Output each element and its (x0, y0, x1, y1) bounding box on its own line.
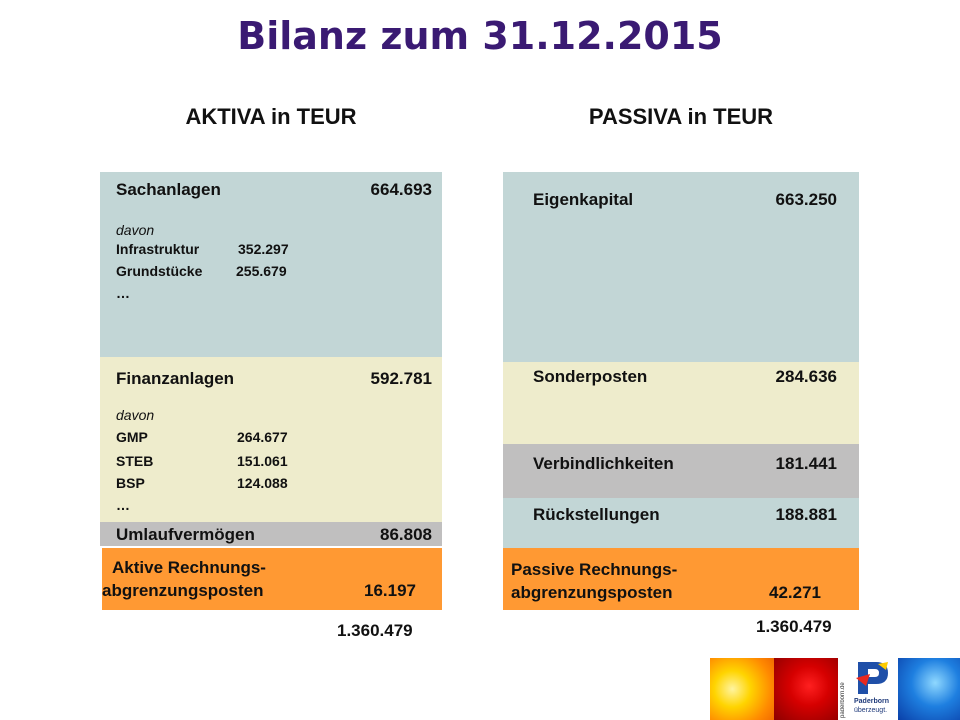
finanzanlagen-more: … (116, 497, 130, 513)
umlaufvermoegen-value: 86.808 (380, 525, 432, 544)
passive-rap-block (503, 548, 859, 610)
sonderposten-value: 284.636 (775, 367, 837, 386)
umlaufvermoegen-block (100, 522, 442, 546)
sonderposten-label: Sonderposten (533, 367, 648, 386)
eigenkapital-label: Eigenkapital (533, 190, 634, 209)
grundstuecke-value: 255.679 (236, 263, 287, 279)
aktive-rap-line2: abgrenzungsposten (102, 581, 264, 600)
gmp-label: GMP (116, 429, 148, 445)
logo-line1: Paderborn (854, 698, 890, 705)
rueckstellungen-label: Rückstellungen (533, 505, 660, 524)
passive-rap-line2: abgrenzungsposten (511, 583, 673, 602)
aktiva-heading: AKTIVA in TEUR (185, 104, 357, 129)
infrastruktur-value: 352.297 (238, 241, 289, 257)
sachanlagen-value: 664.693 (370, 180, 432, 199)
passiva-heading: PASSIVA in TEUR (588, 104, 774, 129)
logo-strip-yellow (710, 658, 774, 720)
bsp-value: 124.088 (237, 475, 288, 491)
verbindlichkeiten-block (503, 444, 859, 498)
rueckstellungen-block (503, 498, 859, 548)
aktiva-total: 1.360.479 (337, 621, 413, 640)
infrastruktur-label: Infrastruktur (116, 241, 200, 257)
finanzanlagen-davon: davon (116, 407, 155, 423)
aktive-rap-block (102, 548, 442, 610)
sachanlagen-davon: davon (116, 222, 155, 238)
finanzanlagen-value: 592.781 (370, 369, 432, 388)
aktive-rap-line1: Aktive Rechnungs- (112, 558, 266, 577)
sachanlagen-label: Sachanlagen (116, 180, 221, 199)
sachanlagen-block (100, 172, 442, 357)
passive-rap-line1: Passive Rechnungs- (511, 560, 678, 579)
verbindlichkeiten-label: Verbindlichkeiten (533, 454, 674, 473)
paderborn-p-icon (854, 660, 894, 696)
logo-line2: überzeugt. (854, 707, 888, 714)
eigenkapital-value: 663.250 (775, 190, 837, 209)
rueckstellungen-value: 188.881 (775, 505, 837, 524)
passiva-total: 1.360.479 (756, 617, 832, 636)
umlaufvermoegen-label: Umlaufvermögen (116, 525, 255, 544)
finanzanlagen-label: Finanzanlagen (116, 369, 235, 388)
logo-strip-red (774, 658, 838, 720)
eigenkapital-block (503, 172, 859, 362)
finanzanlagen-block (100, 357, 442, 522)
steb-label: STEB (116, 453, 154, 469)
passive-rap-value: 42.271 (769, 583, 821, 602)
sachanlagen-more: … (116, 285, 130, 301)
page-title: Bilanz zum 31.12.2015 (237, 14, 723, 58)
paderborn-logo (838, 658, 898, 720)
logo-vertical-text: paderborn.de (840, 682, 846, 718)
sonderposten-block (503, 362, 859, 444)
gmp-value: 264.677 (237, 429, 288, 445)
grundstuecke-label: Grundstücke (116, 263, 203, 279)
bsp-label: BSP (116, 475, 145, 491)
verbindlichkeiten-value: 181.441 (775, 454, 837, 473)
aktive-rap-value: 16.197 (364, 581, 416, 600)
logo-strip-blue (898, 658, 960, 720)
steb-value: 151.061 (237, 453, 288, 469)
